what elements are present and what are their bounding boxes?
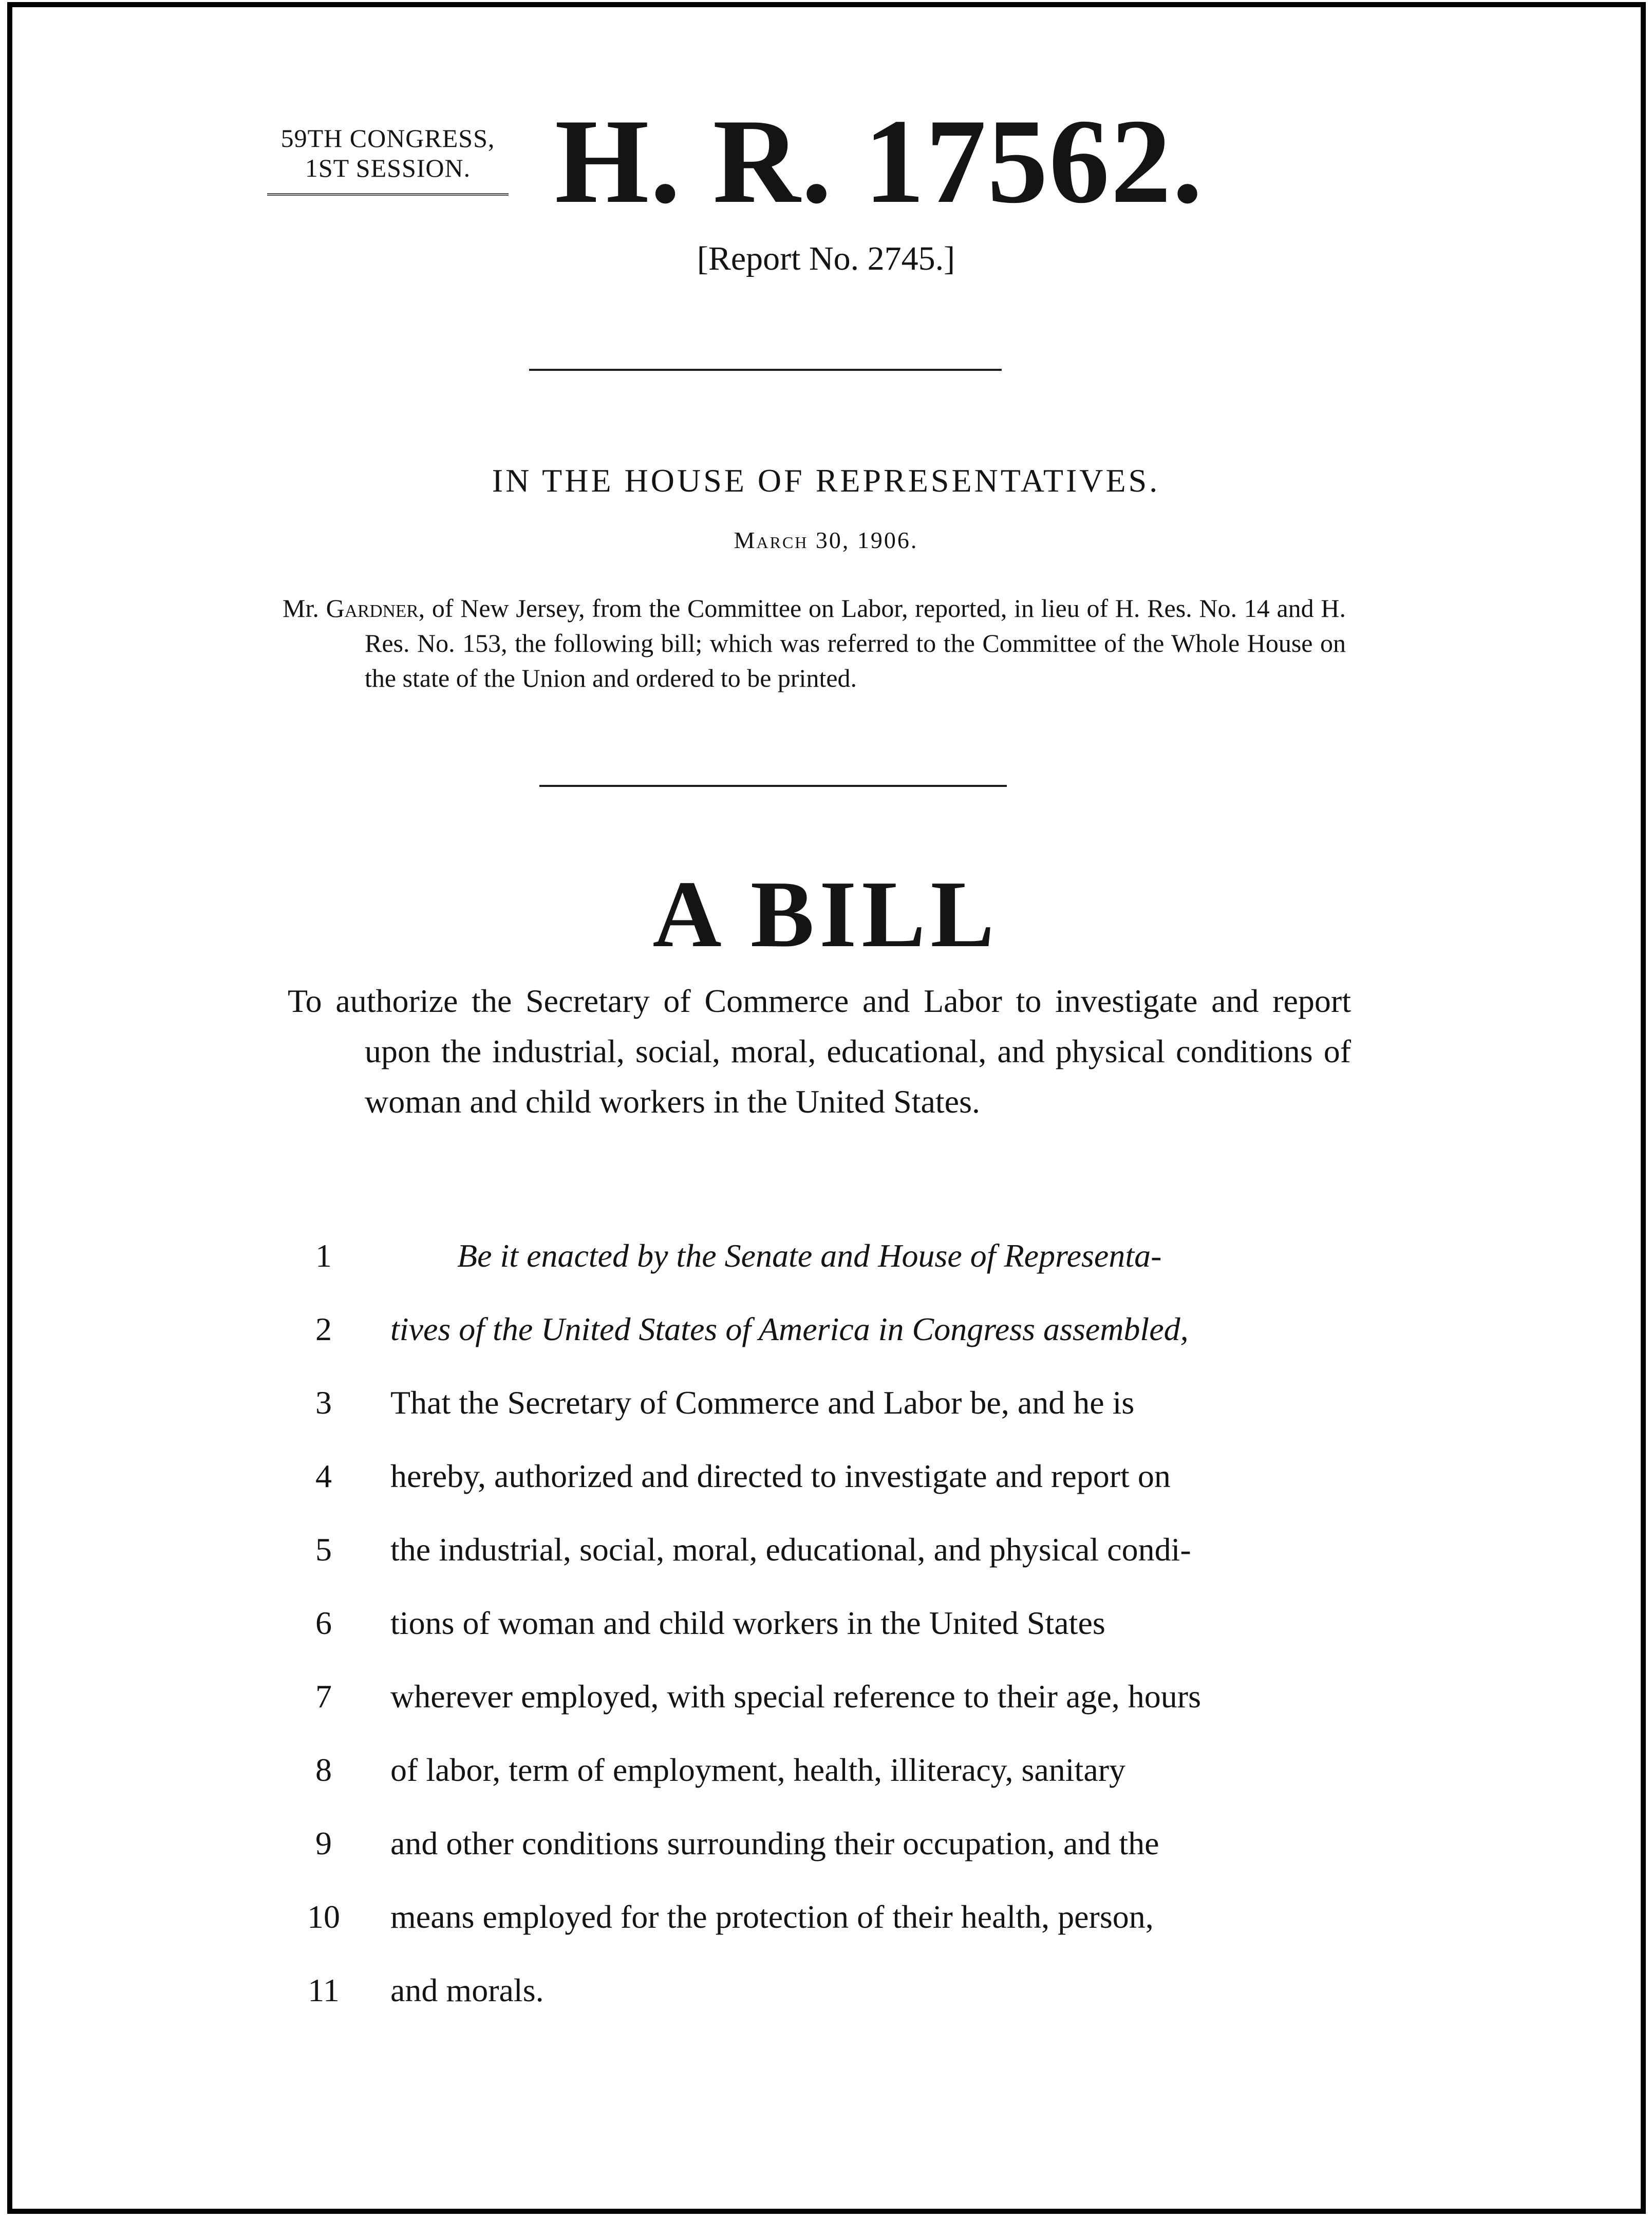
line-number: 2 (315, 1311, 332, 1347)
bill-title: To authorize the Secretary of Commerce and Labor to investigate and report upon the industrial, social, moral, educational, and physical conditions of woman and child workers in the United States. (288, 983, 1351, 1120)
line-number: 11 (308, 1972, 340, 2008)
line-text: of labor, term of employment, health, illiteracy, sanitary (390, 1752, 1126, 1788)
line-text: wherever employed, with special reference to their age, hours (390, 1678, 1201, 1715)
line-number: 7 (315, 1678, 332, 1715)
congress-label: 59TH CONGRESS, (280, 124, 495, 153)
divider-rule-middle (539, 785, 1007, 787)
divider-rule-top (529, 369, 1002, 371)
bill-line (288, 1233, 1336, 1306)
line-number: 6 (315, 1605, 332, 1641)
line-text: tives of the United States of America in Congress assembled, (390, 1311, 1189, 1347)
date-line: March 30, 1906. (734, 527, 918, 553)
line-number: 4 (315, 1458, 332, 1494)
line-text: means employed for the protection of their health, person, (390, 1898, 1154, 1935)
bill-number: H. R. 17562. (555, 95, 1204, 229)
session-label: 1ST SESSION. (305, 154, 471, 182)
line-number: 10 (307, 1898, 340, 1935)
bill-line (288, 1306, 1336, 1380)
report-number: [Report No. 2745.] (697, 240, 955, 277)
bill-line (288, 1894, 1336, 1967)
bill-line (288, 1820, 1336, 1894)
line-text: Be it enacted by the Senate and House of Representa- (457, 1237, 1162, 1274)
document-type-heading: A BILL (652, 861, 1000, 967)
line-text: hereby, authorized and directed to investigate and report on (390, 1458, 1171, 1494)
line-number: 9 (315, 1825, 332, 1861)
intro-member-name: Gardner (326, 594, 419, 623)
line-text: tions of woman and child workers in the United States (390, 1605, 1105, 1641)
line-number: 3 (315, 1384, 332, 1421)
intro-text: , of New Jersey, from the Committee on Labor, reported, in lieu of H. Res. No. 14 and H. Res. No. 153, the following bill; which was referred to the Committee of the Whole House on the state of the Union and ordered to be printed. (365, 594, 1346, 692)
bill-line (288, 1380, 1336, 1453)
bill-line (288, 1747, 1336, 1820)
introduction-paragraph (283, 591, 1346, 695)
line-number: 1 (315, 1237, 332, 1274)
line-text: That the Secretary of Commerce and Labor be, and he is (390, 1384, 1135, 1421)
bill-line (288, 1967, 1336, 2041)
line-text: and other conditions surrounding their occupation, and the (390, 1825, 1159, 1861)
line-text: and morals. (390, 1972, 544, 2008)
bill-text (288, 1233, 1336, 2041)
bill-line (288, 1527, 1336, 1600)
chamber-heading: IN THE HOUSE OF REPRESENTATIVES. (492, 462, 1160, 499)
bill-line (288, 1600, 1336, 1673)
congress-session-label (267, 123, 509, 183)
bill-line (288, 1673, 1336, 1747)
intro-prefix: Mr. (283, 594, 319, 623)
line-number: 8 (315, 1752, 332, 1788)
congress-underline (267, 193, 509, 196)
line-number: 5 (315, 1531, 332, 1568)
bill-line (288, 1453, 1336, 1527)
line-text: the industrial, social, moral, educational, and physical condi- (390, 1531, 1191, 1568)
